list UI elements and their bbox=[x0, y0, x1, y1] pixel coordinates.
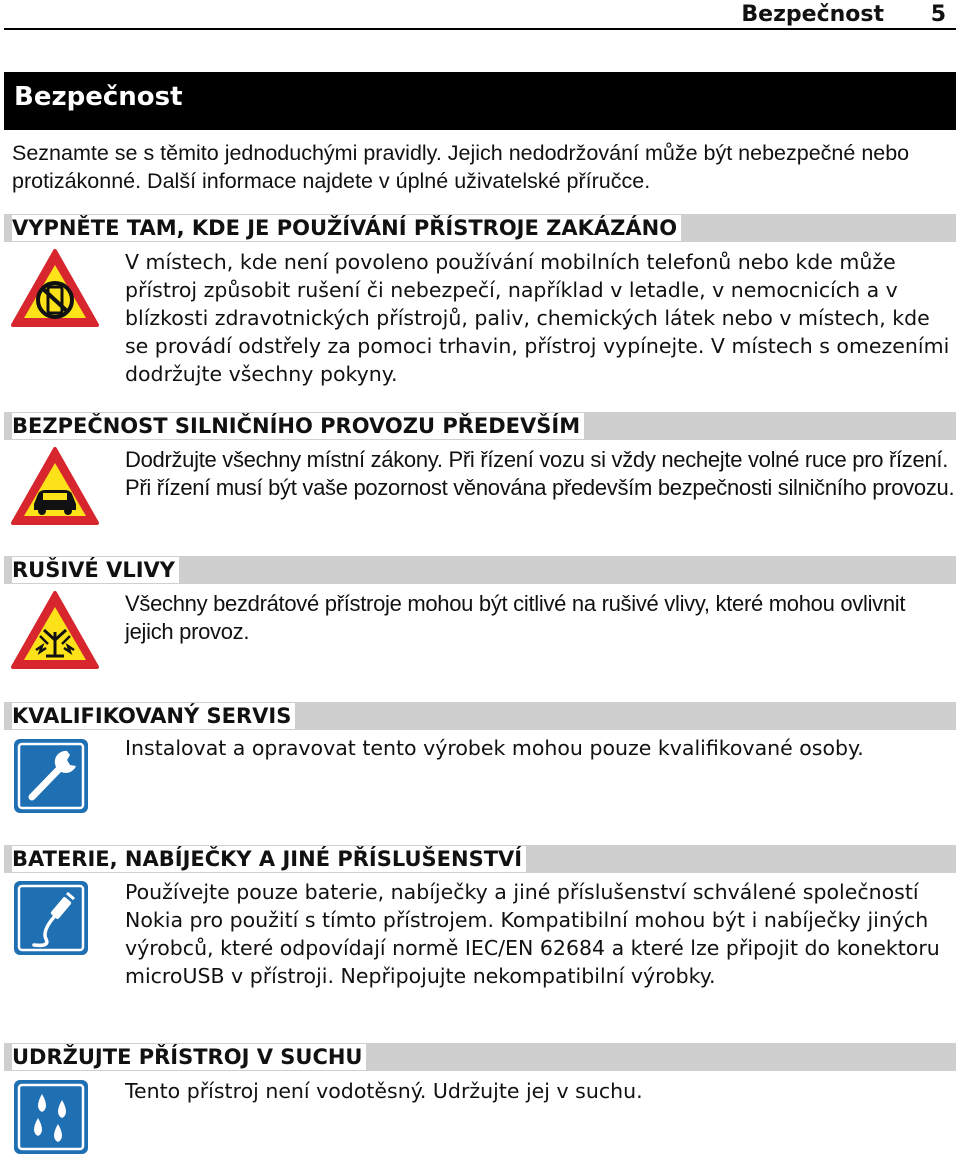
section-text: Tento přístroj není vodotěsný. Udržujte jej v suchu. bbox=[125, 1079, 643, 1103]
section-title: UDRŽUJTE PŘÍSTROJ V SUCHU bbox=[12, 1044, 366, 1070]
page-header bbox=[0, 0, 960, 30]
section-heading-service bbox=[4, 702, 956, 730]
section-heading-accessories bbox=[4, 845, 956, 873]
chapter-heading-bar bbox=[4, 72, 956, 130]
section-title: VYPNĚTE TAM, KDE JE POUŽÍVÁNÍ PŘÍSTROJE ZAKÁZÁNO bbox=[12, 215, 681, 241]
no-phone-warning-icon bbox=[10, 248, 100, 328]
section-title: BATERIE, NABÍJEČKY A JINÉ PŘÍSLUŠENSTVÍ bbox=[12, 846, 526, 872]
charger-plug-icon bbox=[12, 879, 90, 957]
section-heading-switch-off bbox=[4, 214, 956, 242]
running-header-title: Bezpečnost bbox=[741, 2, 884, 27]
section-heading-interference bbox=[4, 556, 956, 584]
section-text: Používejte pouze baterie, nabíječky a jiné příslušenství schválené společností Nokia pro použití s tímto přístrojem. Kompatibilní mohou být i nabíječky jiných výrobců, které odpovídají normě IEC/EN 62684 a které lze připojit do konektoru microUSB v přístroji. Nepřipojujte nekompatibilní výrobky. bbox=[125, 880, 940, 988]
car-warning-icon bbox=[10, 446, 100, 526]
chapter-title: Bezpečnost bbox=[14, 82, 183, 112]
intro-paragraph: Seznamte se s těmito jednoduchými pravidly. Jejich nedodržování může být nebezpečné nebo protizákonné. Další informace najdete v úplné uživatelské příručce. bbox=[12, 141, 910, 193]
wrench-icon bbox=[12, 737, 90, 815]
section-text: Všechny bezdrátové přístroje mohou být citlivé na rušivé vlivy, které mohou ovlivnit jejich provoz. bbox=[125, 591, 906, 644]
section-title: KVALIFIKOVANÝ SERVIS bbox=[12, 703, 295, 729]
interference-warning-icon bbox=[10, 590, 100, 670]
section-title: BEZPEČNOST SILNIČNÍHO PROVOZU PŘEDEVŠÍM bbox=[12, 413, 584, 439]
water-drops-icon bbox=[12, 1078, 90, 1156]
header-rule bbox=[4, 28, 956, 30]
section-heading-water bbox=[4, 1043, 956, 1071]
section-text: V místech, kde není povoleno používání mobilních telefonů nebo kde může přístroj způsobit rušení či nebezpečí, například v letadle, v nemocnicích a v blízkosti zdravotnických přístrojů, paliv, chemických látek nebo v místech, kde se provádí odstřely za pomoci trhavin, přístroj vypínejte. V místech s omezeními dodržujte všechny pokyny. bbox=[125, 250, 950, 386]
section-text: Instalovat a opravovat tento výrobek mohou pouze kvalifikované osoby. bbox=[125, 736, 864, 760]
page-number: 5 bbox=[930, 2, 946, 27]
section-heading-road-safety bbox=[4, 412, 956, 440]
section-text: Dodržujte všechny místní zákony. Při řízení vozu si vždy nechejte volné ruce pro řízení. Při řízení musí být vaše pozornost věnována především bezpečnosti silničního provozu. bbox=[125, 447, 955, 500]
section-title: RUŠIVÉ VLIVY bbox=[12, 557, 179, 583]
